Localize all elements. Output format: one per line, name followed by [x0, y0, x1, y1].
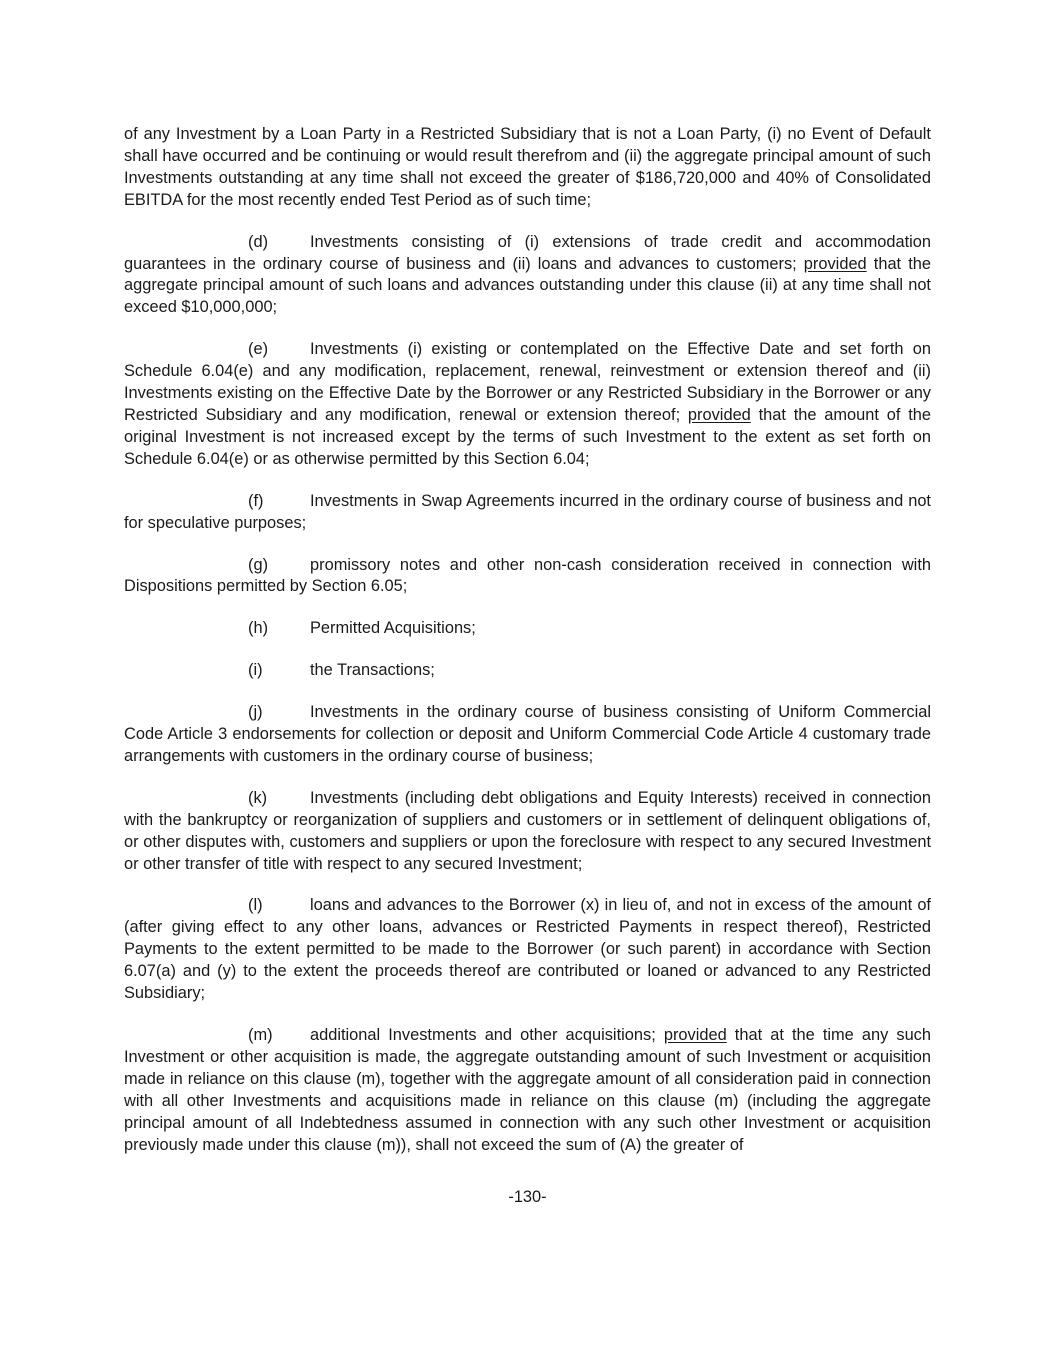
clause-label: (m): [248, 1026, 273, 1044]
page-number: -130-: [508, 1188, 547, 1206]
continuation-paragraph: of any Investment by a Loan Party in a Restricted Subsidiary that is not a Loan Party, (i) no Event of Default shall have occurred and be continuing or would result therefrom and (ii) the aggregate principal amount of such Investments outstanding at any time shall not exceed the greater of $186,720,000 and 40% of Consolidated EBITDA for the most recently ended Test Period as of such time;: [124, 125, 931, 209]
clause-label: (g): [248, 555, 269, 574]
provided-term: provided: [803, 254, 867, 273]
provided-term: provided: [663, 1026, 727, 1044]
clause-label: (i): [248, 661, 263, 680]
clause-label: (k): [248, 788, 268, 807]
clause-f: (f) Investments in Swap Agreements incurred in the ordinary course of business and not for speculative purposes;: [124, 491, 931, 532]
clause-label: (f): [248, 491, 264, 510]
clause-label: (d): [248, 232, 269, 251]
clause-e: (e) Investments (i) existing or contemplated on the Effective Date and set forth on Schedule 6.04(e) and any modification, replacement, renewal, reinvestment or extension thereof and (ii) Investments existing on the Effective Date by the Borrower or any Restricted Subsidiary in the Borrower or any Restricted Subsidiary and any modification, renewal or extension thereof; provided that the amount of the original Investment is not increased except by the terms of such Investment to the extent as set forth on Schedule 6.04(e) or as otherwise permitted by this Section 6.04;: [124, 340, 931, 468]
clause-g: (g) promissory notes and other non-cash consideration received in connection with Dispositions permitted by Section 6.05;: [124, 555, 931, 596]
provided-term: provided: [687, 405, 751, 424]
clause-d: (d) Investments consisting of (i) extensions of trade credit and accommodation guarantees in the ordinary course of business and (ii) loans and advances to customers; provided that the aggregate principal amount of such loans and advances outstanding under this clause (ii) at any time shall not exceed $10,000,000;: [124, 232, 931, 317]
clause-label: (l): [248, 896, 263, 915]
clause-j: (j) Investments in the ordinary course of business consisting of Uniform Commercial Code Article 3 endorsements for collection or deposit and Uniform Commercial Code Article 4 customary trade arrangements with customers in the ordinary course of business;: [124, 703, 931, 765]
clause-l: (l) loans and advances to the Borrower (x) in lieu of, and not in excess of the amount of (after giving effect to any other loans, advances or Restricted Payments in respect thereof), Restricted Payments to the extent permitted to be made to the Borrower (or such parent) in accordance with Section 6.07(a) and (y) to the extent the proceeds thereof are contributed or loaned or advanced to any Restricted Subsidiary;: [124, 896, 931, 1003]
clause-k: (k) Investments (including debt obligations and Equity Interests) received in connection with the bankruptcy or reorganization of suppliers and customers or in settlement of delinquent obligations of, or other disputes with, customers and suppliers or upon the foreclosure with respect to any secured Investment or other transfer of title with respect to any secured Investment;: [124, 788, 931, 873]
clause-label: (h): [248, 619, 269, 638]
clause-label: (e): [248, 340, 269, 359]
clause-m: (m) additional Investments and other acquisitions; provided that at the time any such Investment or other acquisition is made, the aggregate outstanding amount of such Investment or acquisition made in reliance on this clause (m), together with the aggregate amount of all consideration paid in connection with all other Investments and acquisitions made in reliance on this clause (m) (including the aggregate principal amount of all Indebtedness assumed in connection with any such other Investment or acquisition previously made under this clause (m)), shall not exceed the sum of (A) the greater of: [124, 1026, 931, 1154]
clause-i: (i) the Transactions;: [248, 660, 931, 682]
clause-h: (h) Permitted Acquisitions;: [248, 618, 931, 640]
document-body: [124, 124, 931, 1156]
clause-label: (j): [248, 703, 263, 722]
